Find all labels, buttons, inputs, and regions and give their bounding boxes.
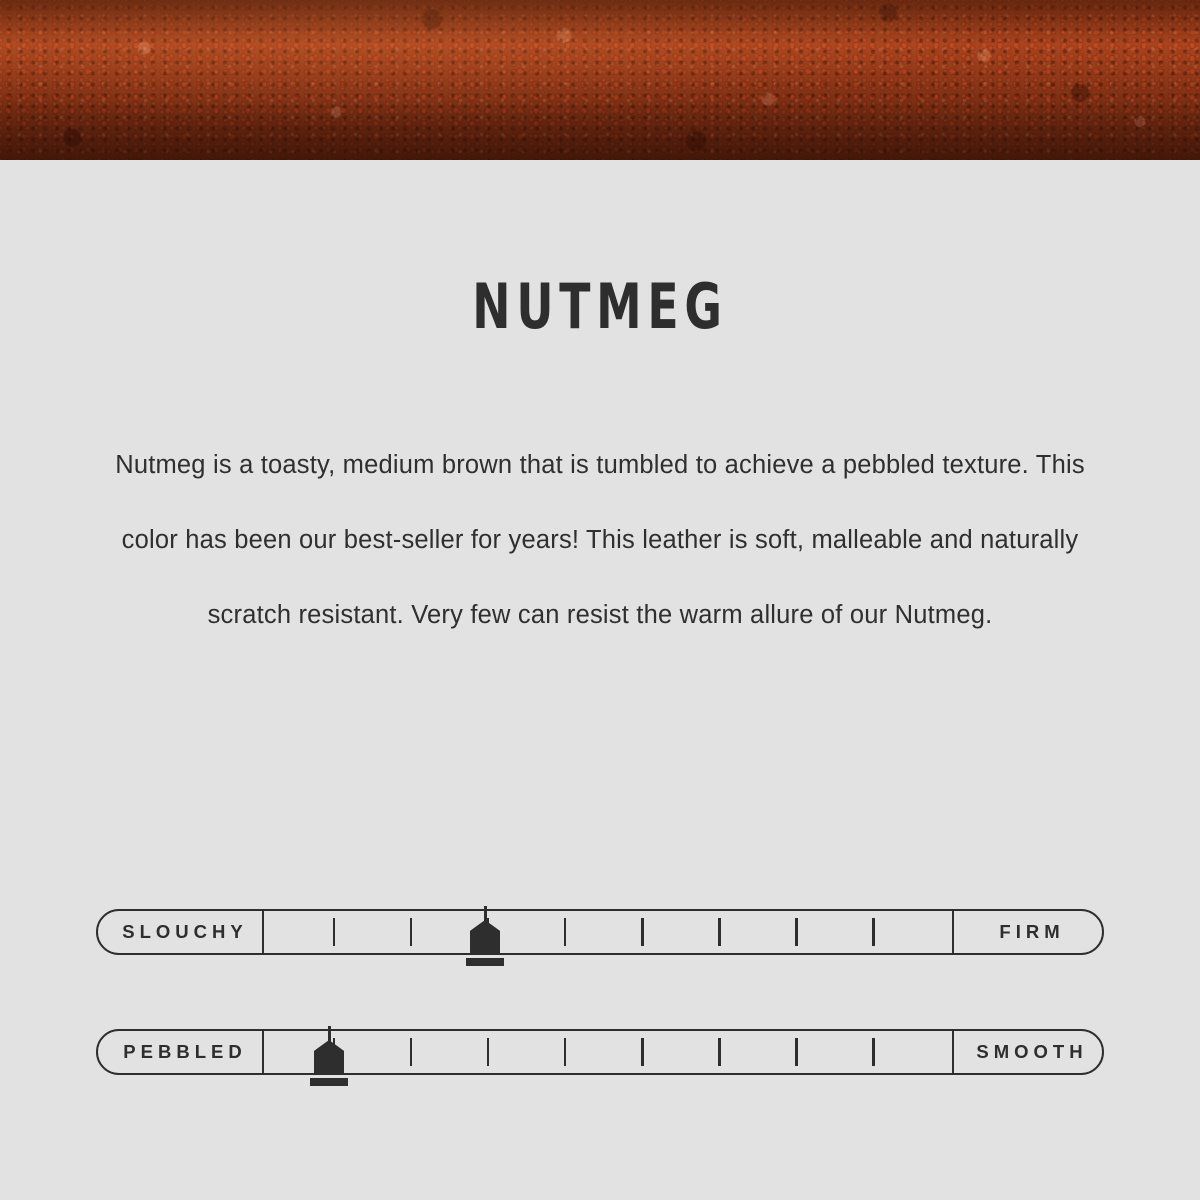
slider-tick xyxy=(641,1038,644,1066)
color-description: Nutmeg is a toasty, medium brown that is tumbled to achieve a pebbled texture. This color has been our best-seller for years! This leather is soft, malleable and naturally scratch resistant. Very few can resist the warm allure of our Nutmeg. xyxy=(115,451,1085,629)
slider-tick xyxy=(718,1038,721,1066)
slider-structure-left-label: SLOUCHY xyxy=(96,909,264,955)
slider-structure-right-label: FIRM xyxy=(952,909,1104,955)
slider-tick xyxy=(872,1038,875,1066)
marker-pin-icon xyxy=(470,920,500,954)
slider-structure-marker[interactable] xyxy=(463,920,507,980)
card-body xyxy=(0,160,1200,1200)
slider-tick xyxy=(872,918,875,946)
slider-tick xyxy=(487,1038,490,1066)
marker-pin-icon xyxy=(314,1040,344,1074)
slider-structure[interactable] xyxy=(96,909,1104,955)
marker-base xyxy=(310,1078,348,1086)
slider-tick xyxy=(795,918,798,946)
slider-tick xyxy=(641,918,644,946)
slider-tick xyxy=(718,918,721,946)
slider-tick xyxy=(564,1038,567,1066)
leather-shading-overlay xyxy=(0,0,1200,160)
slider-tick xyxy=(564,918,567,946)
marker-base xyxy=(466,958,504,966)
slider-texture-marker[interactable] xyxy=(307,1040,351,1100)
slider-texture-ticks xyxy=(264,1029,952,1075)
slider-texture-left-label: PEBBLED xyxy=(96,1029,264,1075)
slider-tick xyxy=(410,1038,413,1066)
marker-stem xyxy=(484,906,487,922)
slider-tick xyxy=(333,918,336,946)
slider-structure-ticks xyxy=(264,909,952,955)
slider-texture-right-label: SMOOTH xyxy=(952,1029,1104,1075)
leather-swatch-photo xyxy=(0,0,1200,160)
page-title: NUTMEG xyxy=(472,270,728,343)
slider-tick xyxy=(410,918,413,946)
marker-stem xyxy=(328,1026,331,1042)
slider-texture[interactable] xyxy=(96,1029,1104,1075)
slider-tick xyxy=(795,1038,798,1066)
